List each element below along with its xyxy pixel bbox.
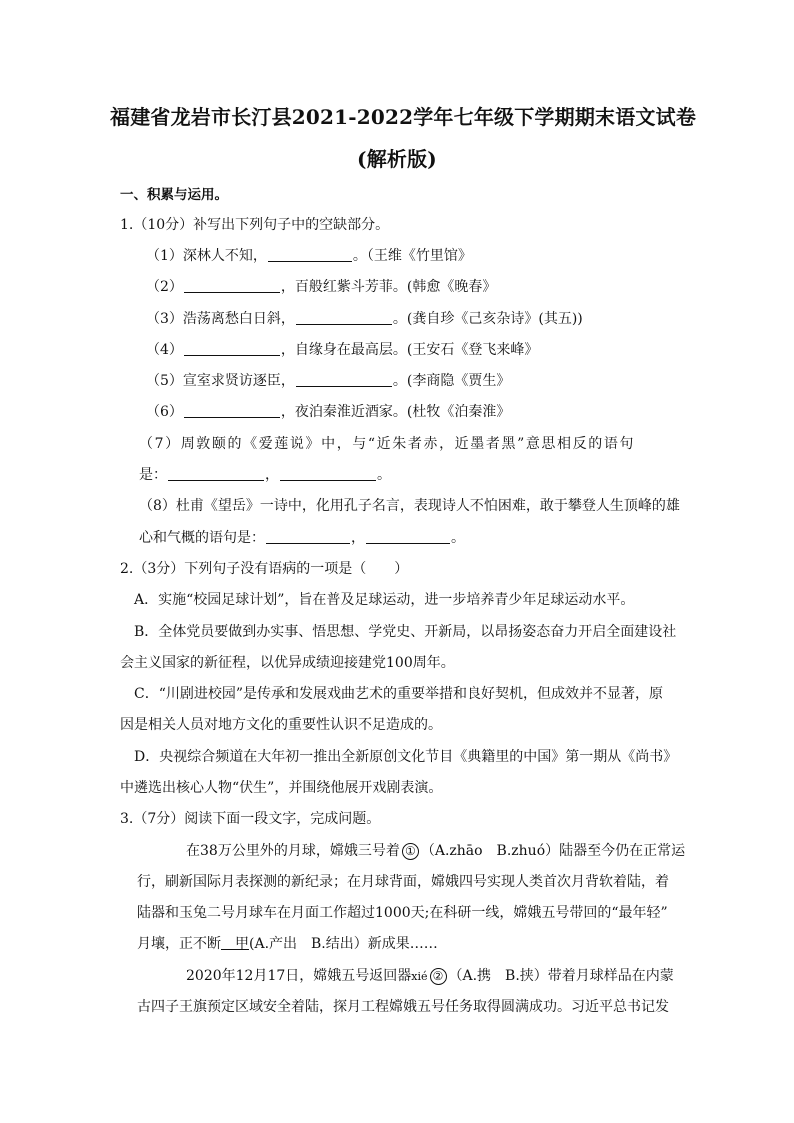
- answer-blank[interactable]: [296, 372, 392, 387]
- q1-item-7-pre: 是：: [139, 467, 167, 483]
- q3-passage-1-line2: 行，刷新国际月表探测的新纪录；在月球背面，嫦娥四号实现人类首次月背软着陆，着: [137, 874, 669, 890]
- question-1-stem: 1.（10分）补写出下列句子中的空缺部分。: [120, 217, 390, 233]
- q1-item-4: [146, 341, 538, 359]
- q1-item-8-line2: [139, 529, 465, 547]
- q3-p2-pinyin: xié: [411, 970, 428, 983]
- q1-item-7-line1: （7）周敦颐的《爱莲说》中，与“近朱者赤，近墨者黑”意思相反的语句: [139, 436, 636, 452]
- q1-item-2-post: ，百般红紫斗芳菲。(韩愈《晚春》: [280, 279, 497, 295]
- q1-item-2-pre: （2）: [146, 279, 183, 295]
- q3-p1-l4-post: (A.产出 B.结出）新成果……: [249, 936, 438, 952]
- answer-blank[interactable]: [268, 247, 352, 262]
- q3-passage-1-line3: 陆器和玉兔二号月球车在月面工作超过1000天;在科研一线，嫦娥五号带回的“最年轻”: [137, 905, 668, 921]
- answer-blank[interactable]: [266, 529, 350, 544]
- q3-passage-1-line4: [137, 935, 438, 953]
- q3-passage-2-line1: [186, 967, 674, 986]
- blank-marker-jia-space: [221, 936, 235, 952]
- q1-item-7-mid: ，: [265, 467, 279, 483]
- q3-p1-pre: 在38万公里外的月球，嫦娥三号着: [186, 843, 400, 859]
- q3-passage-1-line1: [186, 842, 685, 860]
- q1-item-5: [146, 372, 510, 390]
- answer-blank[interactable]: [366, 529, 450, 544]
- q1-item-5-post: 。(李商隐《贾生》: [392, 373, 511, 389]
- answer-blank[interactable]: [280, 466, 376, 481]
- q3-p1-post: （A.zhāo B.zhuó）陆器至今仍在正常运: [420, 843, 686, 859]
- answer-blank[interactable]: [296, 310, 392, 325]
- page-subtitle: (解析版): [357, 147, 437, 171]
- q2-option-c-line2: 因是相关人员对地方文化的重要性认识不足造成的。: [120, 717, 442, 733]
- q2-option-a: A．实施“校园足球计划”，旨在普及足球运动，进一步培养青少年足球运动水平。: [134, 592, 635, 608]
- q2-option-b-line1: B．全体党员要做到办实事、悟思想、学党史、开新局，以昂扬姿态奋力开启全面建设社: [134, 624, 677, 640]
- q1-item-4-pre: （4）: [146, 342, 183, 358]
- q1-item-8-line1: （8）杜甫《望岳》一诗中，化用孔子名言，表现诗人不怕困难，敢于攀登人生顶峰的雄: [139, 498, 680, 514]
- q1-item-3-pre: （3）浩荡离愁白日斜，: [146, 311, 295, 327]
- page-title: 福建省龙岩市长汀县2021-2022学年七年级下学期期末语文试卷: [110, 105, 697, 129]
- q1-item-4-post: ，自缘身在最高层。(王安石《登飞来峰》: [280, 342, 539, 358]
- q1-item-1: [146, 247, 472, 265]
- q1-item-7-line2: [139, 466, 391, 484]
- q1-item-8-mid: ，: [351, 530, 365, 546]
- q2-option-b-line2: 会主义国家的新征程，以优异成绩迎接建党100周年。: [120, 655, 455, 671]
- blank-marker-2: ②: [430, 968, 447, 985]
- q1-item-2: [146, 278, 496, 296]
- q1-item-7-post: 。: [377, 467, 391, 483]
- q3-p2-post: （A.携 B.挟）带着月球样品在内蒙: [448, 968, 674, 984]
- answer-blank[interactable]: [184, 341, 280, 356]
- q1-item-8-pre: 心和气概的语句是：: [139, 530, 265, 546]
- q1-item-6-post: ，夜泊秦淮近酒家。(杜牧《泊秦淮》: [280, 404, 511, 420]
- answer-blank[interactable]: [184, 278, 280, 293]
- q3-passage-2-line2: 古四子王旗预定区域安全着陆，探月工程嫦娥五号任务取得圆满成功。习近平总书记发: [137, 999, 669, 1015]
- q1-item-1-post: 。（王维《竹里馆》: [352, 248, 472, 264]
- blank-marker-1: ①: [402, 843, 419, 860]
- q2-option-d-line1: D．央视综合频道在大年初一推出全新原创文化节目《典籍里的中国》第一期从《尚书》: [134, 749, 678, 765]
- question-2-stem: 2.（3分）下列句子没有语病的一项是（ ）: [120, 561, 409, 577]
- answer-blank[interactable]: [184, 403, 280, 418]
- q3-p2-pre: 2020年12月17日，嫦娥五号返回器: [186, 968, 412, 984]
- blank-marker-jia-label: 甲: [235, 936, 249, 952]
- q2-option-d-line2: 中遴选出核心人物“伏生”，并围绕他展开戏剧表演。: [120, 780, 443, 796]
- answer-blank[interactable]: [168, 466, 264, 481]
- q1-item-1-pre: （1）深林人不知，: [146, 248, 267, 264]
- q1-item-3: [146, 310, 583, 328]
- q3-p1-l4-pre: 月壤，正不断: [137, 936, 221, 952]
- question-3-stem: 3.（7分）阅读下面一段文字，完成问题。: [120, 811, 381, 827]
- blank-marker-jia: [221, 936, 249, 952]
- q1-item-3-post: 。(龚自珍《己亥杂诗》(其五)): [392, 311, 583, 327]
- q1-item-6: [146, 403, 510, 421]
- q1-item-8-post: 。: [451, 530, 465, 546]
- q2-option-c-line1: C．“川剧进校园”是传承和发展戏曲艺术的重要举措和良好契机，但成效并不显著，原: [134, 686, 664, 702]
- q1-item-6-pre: （6）: [146, 404, 183, 420]
- q1-item-5-pre: （5）宣室求贤访逐臣，: [146, 373, 295, 389]
- section-heading: 一、积累与运用。: [120, 187, 228, 203]
